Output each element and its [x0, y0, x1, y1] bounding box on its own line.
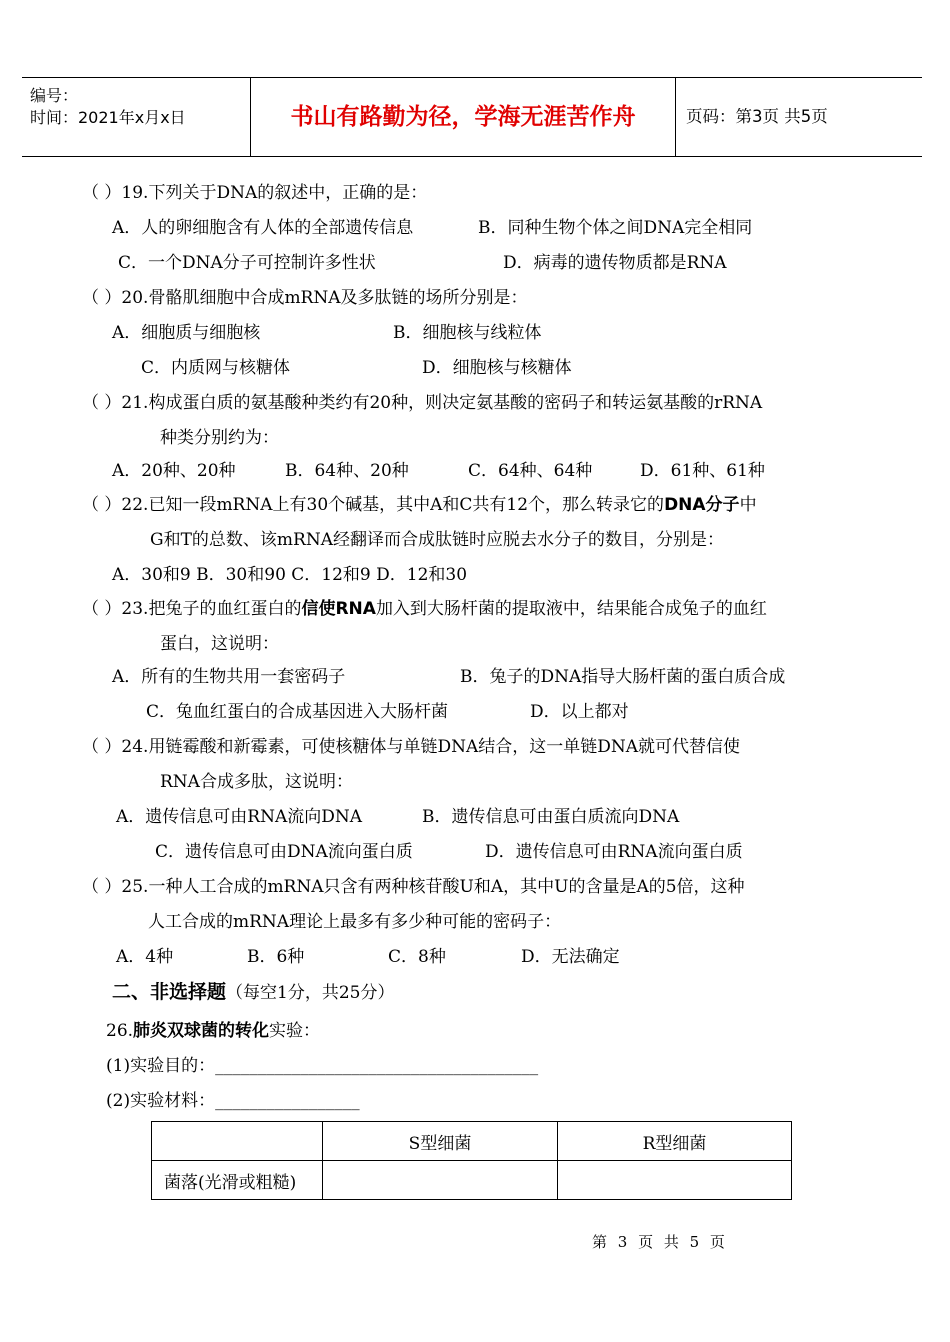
q25-option-b: B．6种: [247, 947, 305, 967]
q20-option-d: D．细胞核与核糖体: [422, 358, 572, 378]
q20-option-c: C．内质网与核糖体: [141, 358, 291, 378]
q23-option-c: C．兔血红蛋白的合成基因进入大肠杆菌: [146, 702, 449, 722]
q21-option-b: B．64种、20种: [285, 461, 409, 481]
q26-title-bold: 肺炎双球菌的转化: [133, 1021, 270, 1041]
table-header-r: R型细菌: [558, 1122, 792, 1161]
table-row: [152, 1122, 792, 1161]
table-cell-r-blank: [558, 1161, 792, 1200]
page-header: [22, 77, 922, 157]
q22-stem-line1: [82, 493, 757, 517]
q21-option-c: C．64种、64种: [468, 461, 593, 481]
page-footer: 第 3 页 共 5 页: [592, 1233, 725, 1251]
table-row-label: 菌落(光滑或粗糙): [152, 1161, 323, 1200]
q20-stem: （ ）20.骨骼肌细胞中合成mRNA及多肽链的场所分别是：: [82, 288, 528, 308]
q23-stem-post: 加入到大肠杆菌的提取液中，结果能合成兔子的血红: [375, 599, 767, 619]
section2-heading: [112, 980, 394, 1005]
q21-option-a: A．20种、20种: [112, 461, 236, 481]
q19-stem: （ ）19.下列关于DNA的叙述中，正确的是：: [82, 183, 428, 203]
q23-stem-pre: （ ）23.把兔子的血红蛋白的: [82, 599, 302, 619]
q25-option-d: D．无法确定: [521, 947, 620, 967]
q20-option-a: A．细胞质与细胞核: [112, 323, 261, 343]
q22-options: A．30和9 B．30和90 C．12和9 D．12和30: [112, 565, 468, 585]
table-header-empty: [152, 1122, 323, 1161]
table-header-s: S型细菌: [323, 1122, 558, 1161]
q25-stem-line2: 人工合成的mRNA理论上最多有多少种可能的密码子：: [148, 912, 562, 932]
q23-stem-line1: [82, 597, 767, 621]
q26-title-rest: 实验：: [269, 1021, 321, 1041]
q26-result-table: [151, 1121, 792, 1200]
q26-purpose: (1)实验目的：______________________________________: [106, 1056, 539, 1076]
table-row: [152, 1161, 792, 1200]
q23-stem-bold: 信使RNA: [301, 599, 376, 619]
q22-stem-post: 中: [739, 495, 757, 515]
header-page-info: 页码：第3页 共5页: [686, 107, 828, 126]
q23-stem-line2: 蛋白，这说明：: [160, 634, 279, 654]
q23-option-a: A．所有的生物共用一套密码子: [112, 667, 346, 687]
q20-option-b: B．细胞核与线粒体: [393, 323, 542, 343]
q19-option-d: D．病毒的遗传物质都是RNA: [503, 253, 727, 273]
table-cell-s-blank: [323, 1161, 558, 1200]
q21-stem-line2: 种类分别约为：: [160, 428, 279, 448]
q24-stem-line2: RNA合成多肽，这说明：: [160, 772, 353, 792]
q24-stem-line1: （ ）24.用链霉酸和新霉素，可使核糖体与单链DNA结合，这一单链DNA就可代替信使: [82, 737, 741, 757]
number-label: 编号：: [30, 86, 79, 105]
q23-option-b: B．兔子的DNA指导大肠杆菌的蛋白质合成: [460, 667, 786, 687]
q25-option-c: C．8种: [388, 947, 446, 967]
q24-option-c: C．遗传信息可由DNA流向蛋白质: [155, 842, 413, 862]
q19-option-b: B．同种生物个体之间DNA完全相同: [478, 218, 753, 238]
q22-stem-bold: DNA分子: [664, 495, 740, 515]
section2-title: 二、非选择题: [112, 981, 227, 1003]
q19-option-c: C．一个DNA分子可控制许多性状: [118, 253, 376, 273]
q21-option-d: D．61种、61种: [640, 461, 765, 481]
q22-stem-pre: （ ）22.已知一段mRNA上有30个碱基，其中A和C共有12个，那么转录它的: [82, 495, 665, 515]
q26-num: 26.: [106, 1021, 134, 1041]
q22-stem-line2: G和T的总数、该mRNA经翻译而合成肽链时应脱去水分子的数目，分别是：: [150, 530, 724, 550]
header-meta: [22, 78, 251, 156]
q25-stem-line1: （ ）25.一种人工合成的mRNA只含有两种核苷酸U和A，其中U的含量是A的5倍，这种: [82, 877, 745, 897]
q19-option-a: A．人的卵细胞含有人体的全部遗传信息: [112, 218, 414, 238]
q26-materials: (2)实验材料：_________________: [106, 1091, 360, 1111]
q24-option-d: D．遗传信息可由RNA流向蛋白质: [485, 842, 743, 862]
q25-option-a: A．4种: [116, 947, 174, 967]
q21-stem-line1: （ ）21.构成蛋白质的氨基酸种类约有20种，则决定氨基酸的密码子和转运氨基酸的rRNA: [82, 393, 763, 413]
q23-option-d: D．以上都对: [530, 702, 629, 722]
section2-note: （每空1分，共25分）: [226, 983, 395, 1003]
q24-option-a: A．遗传信息可由RNA流向DNA: [116, 807, 363, 827]
q24-option-b: B．遗传信息可由蛋白质流向DNA: [422, 807, 680, 827]
header-motto: 书山有路勤为径，学海无涯苦作舟: [251, 78, 676, 156]
time-label: 时间：2021年x月x日: [30, 108, 186, 127]
q26-title: [106, 1019, 320, 1043]
